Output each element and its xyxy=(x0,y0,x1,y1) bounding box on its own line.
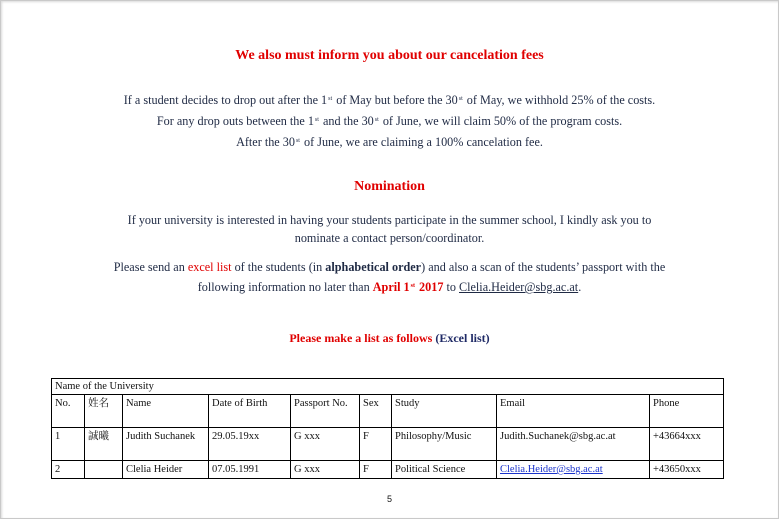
excel-list-text: excel list xyxy=(187,260,232,274)
header-cell: Sex xyxy=(360,395,392,428)
deadline-date: April 1st 2017 xyxy=(372,280,444,294)
table-cell: Clelia Heider xyxy=(123,461,209,479)
table-cell: +43650xxx xyxy=(650,461,724,479)
table-cell: 29.05.19xx xyxy=(209,428,291,461)
contact-email-link[interactable]: Clelia.Heider@sbg.ac.at xyxy=(459,280,579,294)
cancelation-line-1: If a student decides to drop out after the 1st of May but before the 30st of May, we withhold 25% of the costs. xyxy=(123,93,656,107)
student-list-table xyxy=(51,378,724,479)
header-cell: 姓名 xyxy=(85,395,123,428)
table-cell: Philosophy/Music xyxy=(392,428,497,461)
table-cell: F xyxy=(360,461,392,479)
table-cell: Judith Suchanek xyxy=(123,428,209,461)
header-cell: Passport No. xyxy=(291,395,360,428)
header-cell: Date of Birth xyxy=(209,395,291,428)
university-row xyxy=(52,379,724,395)
table-cell: 07.05.1991 xyxy=(209,461,291,479)
nomination-heading: Nomination xyxy=(354,179,425,194)
header-cell: Study xyxy=(392,395,497,428)
table-cell: Judith.Suchanek@sbg.ac.at xyxy=(497,428,650,461)
table-row xyxy=(52,428,724,461)
table-cell[interactable]: Clelia.Heider@sbg.ac.at xyxy=(497,461,650,479)
table-cell: 1 xyxy=(52,428,85,461)
page-number: 5 xyxy=(386,494,392,504)
list-heading: Please make a list as follows (Excel list) xyxy=(289,331,490,345)
header-cell: Email xyxy=(497,395,650,428)
header-cell: Name xyxy=(123,395,209,428)
send-list-line-2: following information no later than April 1st 2017 to Clelia.Heider@sbg.ac.at. xyxy=(197,280,582,294)
alphabetical-order-text: alphabetical order xyxy=(325,260,422,274)
table-cell: G xxx xyxy=(291,428,360,461)
table-cell: G xxx xyxy=(291,461,360,479)
table-cell xyxy=(85,461,123,479)
table-cell: F xyxy=(360,428,392,461)
nomination-paragraph-line-2: nominate a contact person/coordinator. xyxy=(294,231,485,245)
header-cell: Phone xyxy=(650,395,724,428)
university-label: Name of the University xyxy=(52,379,724,395)
table-cell: 誠曦 xyxy=(85,428,123,461)
cancelation-line-2: For any drop outs between the 1st and the 30st of June, we will claim 50% of the program costs. xyxy=(156,114,623,128)
table-header-row xyxy=(52,395,724,428)
table-cell: +43664xxx xyxy=(650,428,724,461)
table-row xyxy=(52,461,724,479)
header-cell: No. xyxy=(52,395,85,428)
nomination-paragraph-line-1: If your university is interested in having your students participate in the summer school, I kindly ask you to xyxy=(127,213,652,227)
table-cell: 2 xyxy=(52,461,85,479)
send-list-line-1: Please send an excel list of the students (in alphabetical order) and also a scan of the students’ passport with the xyxy=(113,260,666,274)
cancelation-heading: We also must inform you about our cancelation fees xyxy=(235,48,544,63)
cancelation-line-3: After the 30st of June, we are claiming a 100% cancelation fee. xyxy=(236,135,543,149)
table-cell: Political Science xyxy=(392,461,497,479)
